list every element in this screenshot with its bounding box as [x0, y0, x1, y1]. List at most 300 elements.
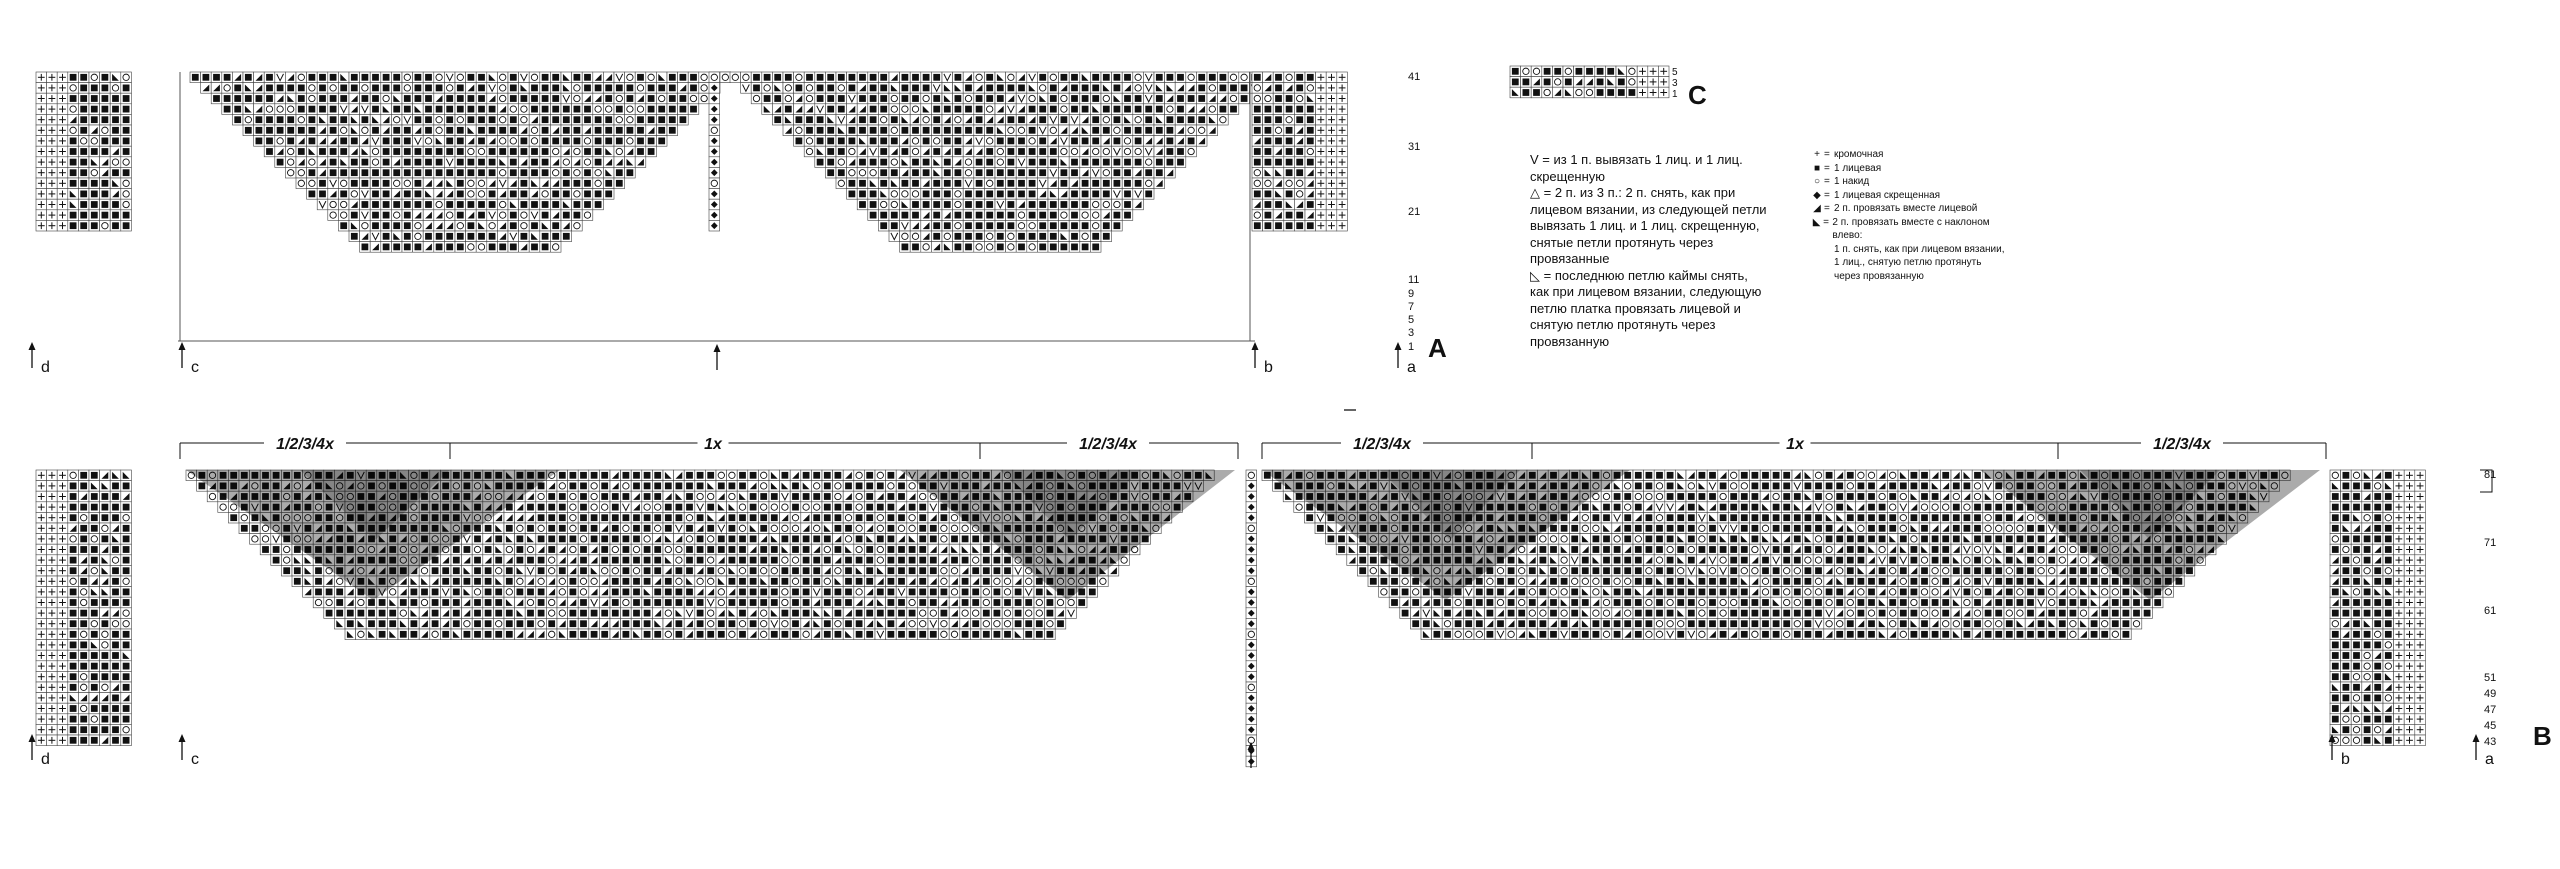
- knit-stitch-symbol: [584, 85, 591, 92]
- knit-stitch-symbol: [806, 127, 813, 134]
- knit-stitch-symbol: [933, 222, 940, 229]
- knit-stitch-symbol: [690, 85, 697, 92]
- knit-stitch-symbol: [563, 106, 570, 113]
- chart-cell: [78, 682, 89, 693]
- knit-stitch-symbol: [923, 191, 930, 198]
- knit-stitch-symbol: [70, 705, 77, 712]
- knit-stitch-symbol: [91, 705, 98, 712]
- knit-stitch-symbol: [112, 222, 119, 229]
- knit-stitch-symbol: [648, 148, 655, 155]
- knit-stitch-symbol: [552, 106, 559, 113]
- knit-stitch-symbol: [1544, 79, 1551, 86]
- knit-stitch-symbol: [665, 514, 672, 521]
- knit-stitch-symbol: [1188, 95, 1195, 102]
- knit-stitch-symbol: [612, 536, 619, 543]
- chart-cell: [656, 72, 667, 83]
- knit-stitch-symbol: [372, 212, 379, 219]
- knit-stitch-symbol: [91, 610, 98, 617]
- chart-cell: [1228, 93, 1239, 104]
- chart-cell: [1090, 199, 1101, 210]
- knit-stitch-symbol: [1008, 191, 1015, 198]
- knit-stitch-symbol: [686, 483, 693, 490]
- knit-stitch-symbol: [309, 116, 316, 123]
- knit-stitch-symbol: [80, 620, 87, 627]
- knit-stitch-symbol: [870, 116, 877, 123]
- knit-stitch-symbol: [478, 159, 485, 166]
- knit-stitch-symbol: [383, 233, 390, 240]
- knit-stitch-symbol: [644, 514, 651, 521]
- knit-stitch-symbol: [531, 148, 538, 155]
- knit-stitch-symbol: [1597, 89, 1604, 96]
- chart-cell: [572, 157, 583, 168]
- knit-stitch-symbol: [80, 212, 87, 219]
- knit-stitch-symbol: [552, 222, 559, 229]
- knit-stitch-symbol: [669, 85, 676, 92]
- knit-stitch-symbol: [340, 191, 347, 198]
- chart-cell: [917, 491, 928, 502]
- knit-stitch-symbol: [1082, 191, 1089, 198]
- knit-stitch-symbol: [680, 106, 687, 113]
- knit-stitch-symbol: [739, 472, 746, 479]
- chart-cell: [338, 210, 349, 221]
- chart-cell: [836, 83, 847, 94]
- knit-stitch-symbol: [559, 493, 566, 500]
- knit-stitch-symbol: [1039, 212, 1046, 219]
- knit-stitch-symbol: [1103, 127, 1110, 134]
- knit-stitch-symbol: [80, 726, 87, 733]
- chart-cell: [338, 199, 349, 210]
- knit-stitch-symbol: [457, 244, 464, 251]
- chart-cell: [984, 242, 995, 253]
- knit-stitch-symbol: [123, 599, 130, 606]
- knit-stitch-symbol: [446, 106, 453, 113]
- knit-stitch-symbol: [457, 201, 464, 208]
- knit-stitch-symbol: [750, 504, 757, 511]
- chart-cell: [1059, 189, 1070, 200]
- knit-stitch-symbol: [1061, 180, 1068, 187]
- chart-cell: [381, 125, 392, 136]
- knit-stitch-symbol: [1523, 79, 1530, 86]
- knit-stitch-symbol: [1230, 85, 1237, 92]
- chart-cell: [423, 136, 434, 147]
- chart-cell: [525, 534, 536, 545]
- knit-stitch-symbol: [70, 652, 77, 659]
- knit-stitch-symbol: [1114, 180, 1121, 187]
- knit-stitch-symbol: [1275, 85, 1282, 92]
- knit-stitch-symbol: [319, 74, 326, 81]
- knit-stitch-symbol: [1135, 106, 1142, 113]
- knit-stitch-symbol: [891, 116, 898, 123]
- chart-cell: [1101, 146, 1112, 157]
- knit-stitch-symbol: [123, 138, 130, 145]
- chart-cell: [907, 491, 918, 502]
- knit-stitch-symbol: [319, 95, 326, 102]
- chart-cell: [110, 618, 121, 629]
- chart-cell: [1048, 72, 1059, 83]
- chart-cell: [110, 523, 121, 534]
- knit-stitch-symbol: [680, 74, 687, 81]
- knit-stitch-symbol: [123, 504, 130, 511]
- knit-stitch-symbol: [102, 716, 109, 723]
- knit-stitch-symbol: [1265, 222, 1272, 229]
- knit-stitch-symbol: [70, 599, 77, 606]
- chart-cell: [772, 83, 783, 94]
- chart-cell: [572, 83, 583, 94]
- knit-stitch-symbol: [1103, 74, 1110, 81]
- chart-cell: [508, 178, 519, 189]
- knit-stitch-symbol: [415, 74, 422, 81]
- knit-stitch-symbol: [1018, 191, 1025, 198]
- knit-stitch-symbol: [542, 74, 549, 81]
- chart-cell: [89, 167, 100, 178]
- knit-stitch-symbol: [468, 222, 475, 229]
- chart-cell: [1186, 125, 1197, 136]
- knit-stitch-symbol: [563, 212, 570, 219]
- knit-stitch-symbol: [616, 180, 623, 187]
- knit-stitch-symbol: [510, 159, 517, 166]
- chart-cell: [100, 220, 111, 231]
- knit-stitch-symbol: [510, 127, 517, 134]
- chart-cell: [296, 72, 307, 83]
- chart-cell: [497, 114, 508, 125]
- knit-stitch-symbol: [102, 116, 109, 123]
- knit-stitch-symbol: [1544, 68, 1551, 75]
- chart-cell: [68, 523, 79, 534]
- chart-cell: [1006, 72, 1017, 83]
- chart-cell: [1207, 83, 1218, 94]
- knit-stitch-symbol: [1512, 79, 1519, 86]
- knit-stitch-symbol: [944, 159, 951, 166]
- knit-stitch-symbol: [1135, 180, 1142, 187]
- knit-stitch-symbol: [1167, 148, 1174, 155]
- chart-cell: [370, 146, 381, 157]
- knit-stitch-symbol: [595, 148, 602, 155]
- knit-stitch-symbol: [785, 106, 792, 113]
- knit-stitch-symbol: [372, 180, 379, 187]
- chart-cell: [593, 104, 604, 115]
- knit-stitch-symbol: [393, 148, 400, 155]
- knit-stitch-symbol: [123, 169, 130, 176]
- knit-stitch-symbol: [933, 127, 940, 134]
- knit-stitch-symbol: [944, 201, 951, 208]
- knit-stitch-symbol: [665, 504, 672, 511]
- chart-cell: [328, 189, 339, 200]
- knit-stitch-symbol: [1082, 244, 1089, 251]
- chart-cell: [78, 491, 89, 502]
- knit-stitch-symbol: [912, 169, 919, 176]
- knit-stitch-symbol: [690, 106, 697, 113]
- chart-cell: [910, 136, 921, 147]
- chart-cell: [239, 512, 250, 523]
- chart-cell: [794, 72, 805, 83]
- knit-stitch-symbol: [70, 673, 77, 680]
- chart-cell: [1133, 83, 1144, 94]
- knit-stitch-symbol: [478, 127, 485, 134]
- knit-stitch-symbol: [813, 472, 820, 479]
- knit-stitch-symbol: [838, 138, 845, 145]
- knit-stitch-symbol: [383, 85, 390, 92]
- chart-cell: [100, 693, 111, 704]
- knit-stitch-symbol: [1124, 201, 1131, 208]
- knit-stitch-symbol: [102, 95, 109, 102]
- knit-stitch-symbol: [457, 85, 464, 92]
- knit-stitch-symbol: [1082, 85, 1089, 92]
- knit-stitch-symbol: [997, 212, 1004, 219]
- knit-stitch-symbol: [102, 106, 109, 113]
- chart-cell: [360, 83, 371, 94]
- chart-cell: [121, 189, 132, 200]
- chart-cell: [561, 146, 572, 157]
- knit-stitch-symbol: [457, 159, 464, 166]
- knit-stitch-symbol: [1008, 138, 1015, 145]
- knit-stitch-symbol: [70, 589, 77, 596]
- chart-cell: [811, 502, 822, 513]
- knit-stitch-symbol: [912, 180, 919, 187]
- knit-stitch-symbol: [330, 159, 337, 166]
- knit-stitch-symbol: [880, 169, 887, 176]
- knit-stitch-symbol: [1156, 95, 1163, 102]
- knit-stitch-symbol: [1220, 74, 1227, 81]
- knit-stitch-symbol: [1124, 95, 1131, 102]
- chart-cell: [582, 136, 593, 147]
- knit-stitch-symbol: [80, 652, 87, 659]
- chart-cell: [727, 470, 738, 481]
- knit-stitch-symbol: [510, 116, 517, 123]
- knit-stitch-symbol: [595, 191, 602, 198]
- knit-stitch-symbol: [102, 212, 109, 219]
- knit-stitch-symbol: [415, 85, 422, 92]
- knit-stitch-symbol: [102, 85, 109, 92]
- knit-stitch-symbol: [70, 180, 77, 187]
- knit-stitch-symbol: [340, 169, 347, 176]
- knit-stitch-symbol: [1167, 138, 1174, 145]
- knit-stitch-symbol: [112, 726, 119, 733]
- knit-stitch-symbol: [404, 169, 411, 176]
- chart-cell: [100, 523, 111, 534]
- chart-cell: [1133, 146, 1144, 157]
- knit-stitch-symbol: [1061, 222, 1068, 229]
- knit-stitch-symbol: [362, 180, 369, 187]
- knit-stitch-symbol: [1307, 127, 1314, 134]
- knit-stitch-symbol: [627, 85, 634, 92]
- knit-stitch-symbol: [997, 244, 1004, 251]
- chart-cell: [854, 502, 865, 513]
- knit-stitch-symbol: [782, 472, 789, 479]
- knit-stitch-symbol: [1124, 127, 1131, 134]
- knit-stitch-symbol: [1103, 233, 1110, 240]
- knit-stitch-symbol: [1286, 159, 1293, 166]
- knit-stitch-symbol: [468, 233, 475, 240]
- knit-stitch-symbol: [415, 201, 422, 208]
- knit-stitch-symbol: [1018, 148, 1025, 155]
- knit-stitch-symbol: [436, 169, 443, 176]
- chart-cell: [758, 502, 769, 513]
- knit-stitch-symbol: [542, 169, 549, 176]
- chart-cell: [995, 157, 1006, 168]
- chart-cell: [833, 491, 844, 502]
- chart-cell: [1090, 146, 1101, 157]
- chart-cell: [889, 72, 900, 83]
- knit-stitch-symbol: [80, 106, 87, 113]
- knit-stitch-symbol: [944, 222, 951, 229]
- knit-stitch-symbol: [976, 159, 983, 166]
- knit-stitch-symbol: [266, 95, 273, 102]
- knit-stitch-symbol: [658, 127, 665, 134]
- chart-cell: [900, 231, 911, 242]
- knit-stitch-symbol: [909, 504, 916, 511]
- chart-cell: [1531, 77, 1542, 88]
- chart-cell: [1122, 83, 1133, 94]
- knit-stitch-symbol: [70, 631, 77, 638]
- chart-cell: [1239, 72, 1250, 83]
- knit-stitch-symbol: [425, 74, 432, 81]
- knit-stitch-symbol: [1307, 106, 1314, 113]
- knit-stitch-symbol: [425, 85, 432, 92]
- knit-stitch-symbol: [976, 212, 983, 219]
- knit-stitch-symbol: [489, 116, 496, 123]
- knit-stitch-symbol: [123, 85, 130, 92]
- knit-stitch-symbol: [1114, 212, 1121, 219]
- knit-stitch-symbol: [835, 514, 842, 521]
- chart-cell: [878, 199, 889, 210]
- chart-cell: [769, 523, 780, 534]
- knit-stitch-symbol: [1103, 180, 1110, 187]
- knit-stitch-symbol: [70, 74, 77, 81]
- knit-stitch-symbol: [1265, 116, 1272, 123]
- chart-cell: [1186, 146, 1197, 157]
- knit-stitch-symbol: [91, 514, 98, 521]
- knit-stitch-symbol: [1265, 191, 1272, 198]
- chart-cell: [790, 512, 801, 523]
- chart-cell: [1069, 146, 1080, 157]
- chart-cell: [783, 93, 794, 104]
- knit-stitch-symbol: [527, 504, 534, 511]
- knit-stitch-symbol: [976, 116, 983, 123]
- knit-stitch-symbol: [112, 673, 119, 680]
- knit-stitch-symbol: [898, 514, 905, 521]
- knit-stitch-symbol: [584, 148, 591, 155]
- chart-cell: [78, 555, 89, 566]
- chart-cell: [307, 178, 318, 189]
- knit-stitch-symbol: [102, 705, 109, 712]
- knit-stitch-symbol: [436, 159, 443, 166]
- knit-stitch-symbol: [203, 74, 210, 81]
- knit-stitch-symbol: [478, 212, 485, 219]
- knit-stitch-symbol: [1039, 244, 1046, 251]
- knit-stitch-symbol: [425, 148, 432, 155]
- knit-stitch-symbol: [415, 95, 422, 102]
- chart-cell: [349, 189, 360, 200]
- knit-stitch-symbol: [824, 514, 831, 521]
- knit-stitch-symbol: [1029, 180, 1036, 187]
- chart-cell: [678, 83, 689, 94]
- knit-stitch-symbol: [1071, 244, 1078, 251]
- knit-stitch-symbol: [521, 191, 528, 198]
- knit-stitch-symbol: [372, 85, 379, 92]
- knit-stitch-symbol: [91, 652, 98, 659]
- knit-stitch-symbol: [1092, 116, 1099, 123]
- knit-stitch-symbol: [80, 536, 87, 543]
- knit-stitch-symbol: [697, 483, 704, 490]
- knit-stitch-symbol: [669, 74, 676, 81]
- chart-cell: [519, 125, 530, 136]
- knit-stitch-symbol: [234, 116, 241, 123]
- knit-stitch-symbol: [1145, 127, 1152, 134]
- chart-cell: [1305, 146, 1316, 157]
- knit-stitch-symbol: [654, 483, 661, 490]
- chart-cell: [508, 136, 519, 147]
- knit-stitch-symbol: [803, 472, 810, 479]
- knit-stitch-symbol: [485, 525, 492, 532]
- chart-cell: [1616, 66, 1627, 77]
- chart-cell: [674, 470, 685, 481]
- knit-stitch-symbol: [70, 546, 77, 553]
- chart-cell: [110, 534, 121, 545]
- chart-cell: [413, 220, 424, 231]
- knit-stitch-symbol: [986, 127, 993, 134]
- knit-stitch-symbol: [112, 116, 119, 123]
- knit-stitch-symbol: [1135, 127, 1142, 134]
- knit-stitch-symbol: [1114, 169, 1121, 176]
- knit-stitch-symbol: [474, 536, 481, 543]
- knit-stitch-symbol: [976, 180, 983, 187]
- knit-stitch-symbol: [112, 483, 119, 490]
- chart-cell: [1552, 87, 1563, 98]
- chart-cell: [338, 125, 349, 136]
- knit-stitch-symbol: [102, 652, 109, 659]
- knit-stitch-symbol: [70, 737, 77, 744]
- knit-stitch-symbol: [817, 138, 824, 145]
- knit-stitch-symbol: [563, 169, 570, 176]
- chart-cell: [833, 481, 844, 492]
- chart-cell: [285, 146, 296, 157]
- knit-stitch-symbol: [510, 95, 517, 102]
- knit-stitch-symbol: [637, 148, 644, 155]
- chart-cell: [949, 523, 960, 534]
- chart-cell: [100, 640, 111, 651]
- knit-stitch-symbol: [80, 546, 87, 553]
- knit-stitch-symbol: [835, 525, 842, 532]
- knit-stitch-symbol: [986, 212, 993, 219]
- knit-stitch-symbol: [997, 233, 1004, 240]
- knit-stitch-symbol: [644, 493, 651, 500]
- knit-stitch-symbol: [986, 222, 993, 229]
- chart-cell: [1101, 93, 1112, 104]
- knit-stitch-symbol: [976, 106, 983, 113]
- chart-cell: [1006, 93, 1017, 104]
- knit-stitch-symbol: [330, 106, 337, 113]
- knit-stitch-symbol: [1607, 68, 1614, 75]
- knit-stitch-symbol: [584, 191, 591, 198]
- knit-stitch-symbol: [383, 169, 390, 176]
- knit-stitch-symbol: [457, 191, 464, 198]
- chart-cell: [89, 534, 100, 545]
- knit-stitch-symbol: [1008, 159, 1015, 166]
- knit-stitch-symbol: [1254, 127, 1261, 134]
- chart-cell: [519, 157, 530, 168]
- chart-cell: [984, 136, 995, 147]
- knit-stitch-symbol: [478, 106, 485, 113]
- chart-cell: [413, 104, 424, 115]
- knit-stitch-symbol: [845, 525, 852, 532]
- chart-cell: [709, 178, 720, 189]
- chart-cell: [561, 157, 572, 168]
- chart-cell: [963, 157, 974, 168]
- knit-stitch-symbol: [531, 85, 538, 92]
- chart-cell: [381, 93, 392, 104]
- knit-stitch-symbol: [1114, 159, 1121, 166]
- knit-stitch-symbol: [623, 493, 630, 500]
